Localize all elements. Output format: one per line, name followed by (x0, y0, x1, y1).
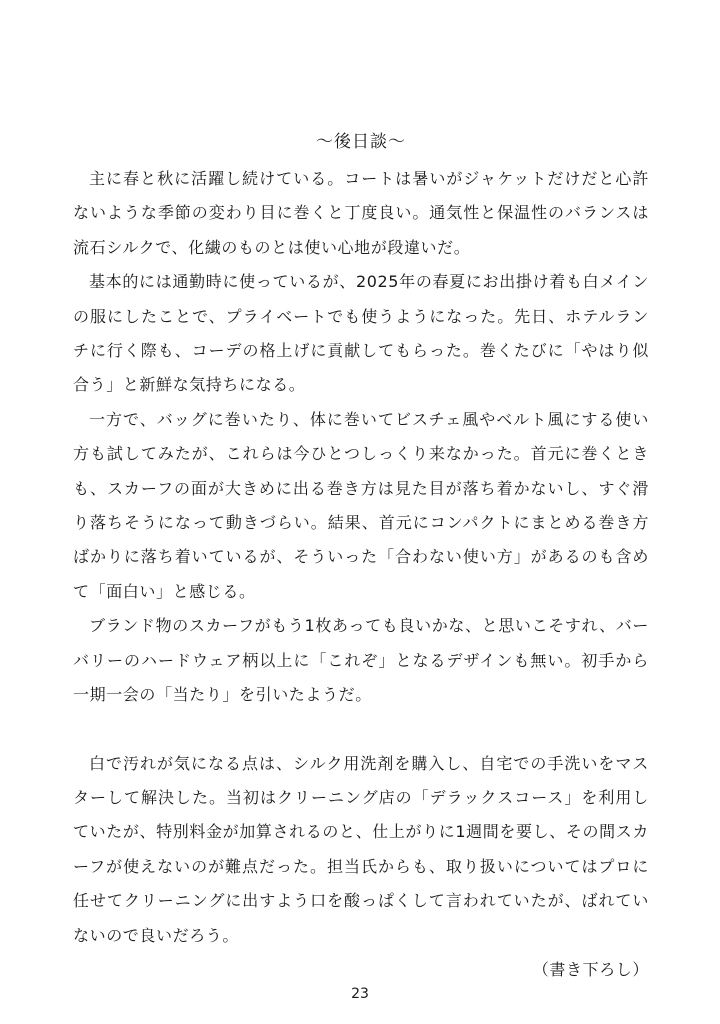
paragraph-3: 一方で、バッグに巻いたり、体に巻いてビスチェ風やベルト風にする使い方も試してみたが、これらは今ひとつしっくり来なかった。首元に巻くときも、スカーフの面が大きめに出る巻き方は見た目が落ち着かないし、すぐ滑り落ちそうになって動きづらい。結果、首元にコンパクトにまとめる巻き方ばかりに落ち着いているが、そういった「合わない使い方」があるのも含めて「面白い」と感じる。 (73, 409, 649, 601)
paragraph-2: 基本的には通勤時に使っているが、2025年の春夏にお出掛け着も白メインの服にしたことで、プライベートでも使うようになった。先日、ホテルランチに行く際も、コーデの格上げに貢献してもらった。巻くたびに「やはり似合う」と新鮮な気持ちになる。 (73, 272, 649, 395)
page-number: 23 (351, 986, 369, 1002)
paragraph-4: ブランド物のスカーフがもう1枚あっても良いかな、と思いこそすれ、バーバリーのハードウェア柄以上に「これぞ」となるデザインも無い。初手から一期一会の「当たり」を引いたようだ。 (73, 616, 649, 705)
page-body (73, 128, 649, 987)
page-title: ～後日談～ (316, 132, 406, 152)
signature: （書き下ろし） (532, 959, 649, 979)
paragraph-5: 白で汚れが気になる点は、シルク用洗剤を購入し、自宅での手洗いをマスターして解決した。当初はクリーニング店の「デラックスコース」を利用していたが、特別料金が加算されるのと、仕上がりに1週間を要し、その間スカーフが使えないのが難点だった。担当氏からも、取り扱いについてはプロに任せてクリーニングに出すよう口を酸っぱくして言われていたが、ばれていないので良いだろう。 (73, 753, 649, 945)
section-gap (73, 713, 649, 747)
paragraph-1: 主に春と秋に活躍し続けている。コートは暑いがジャケットだけだと心許ないような季節の変わり目に巻くと丁度良い。通気性と保温性のバランスは流石シルクで、化繊のものとは使い心地が段違いだ。 (73, 169, 649, 257)
